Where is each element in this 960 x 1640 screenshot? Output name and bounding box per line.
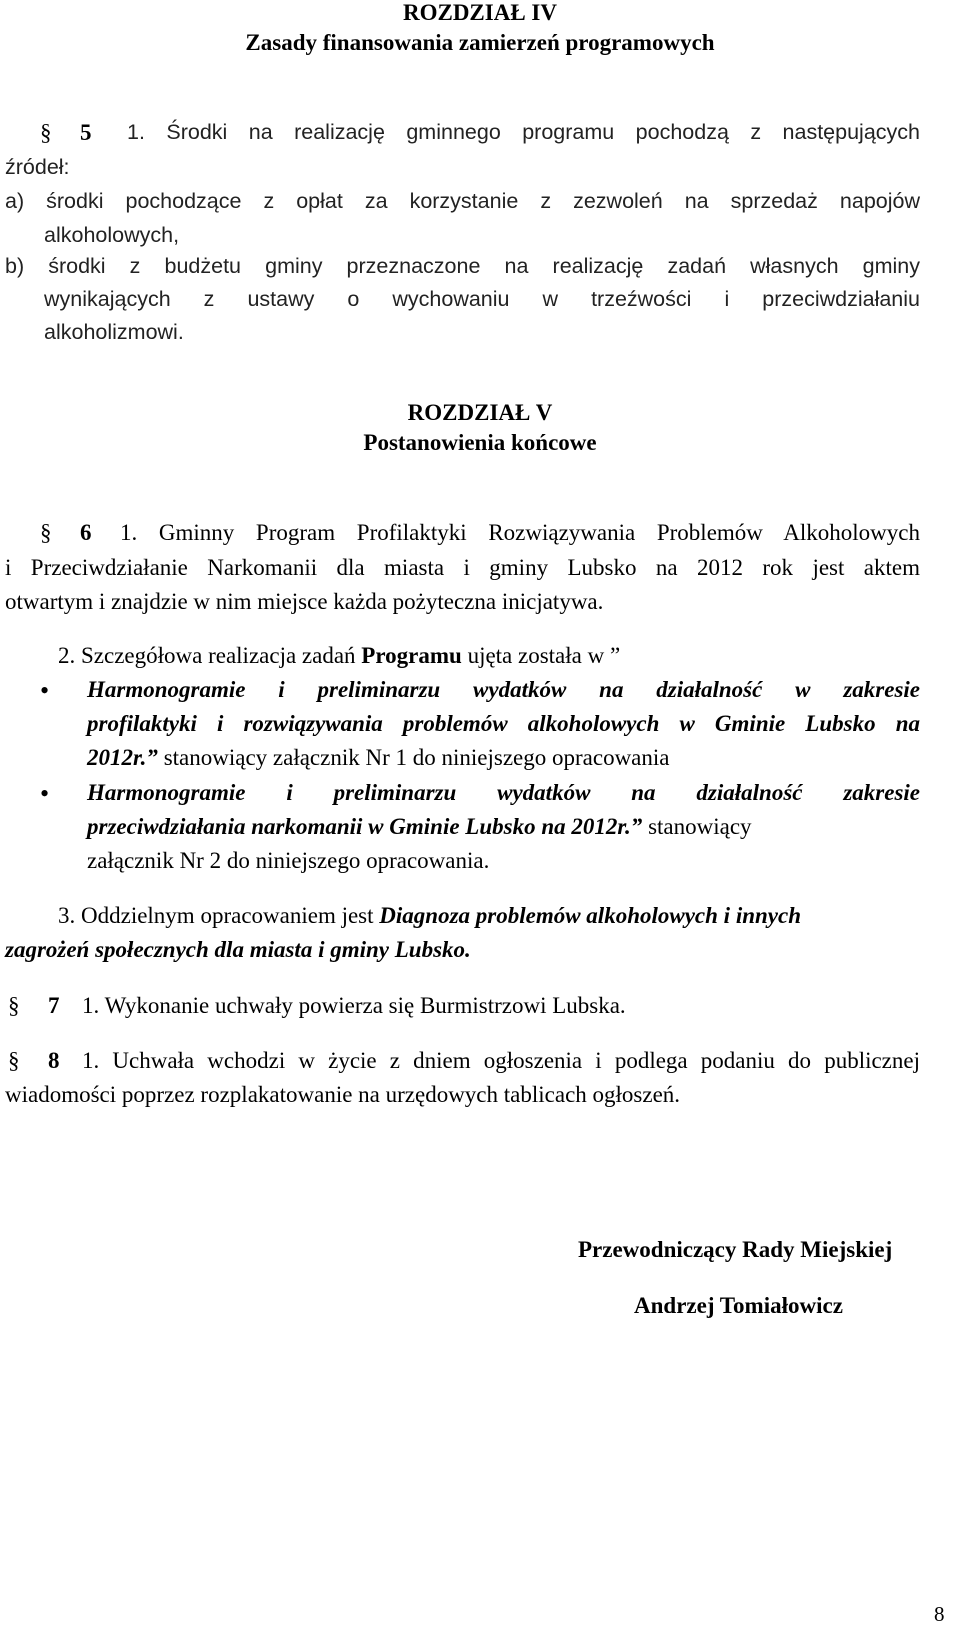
section-7-text: 1. Wykonanie uchwały powierza się Burmistrzowi Lubska. [82, 993, 626, 1018]
section-5-item-b-line-3: alkoholizmowi. [44, 320, 184, 344]
section-5-item-b-line-2: wynikających z ustawy o wychowaniu w trzeźwości i przeciwdziałaniu [44, 287, 920, 311]
section-5-item-a-line-2: alkoholowych, [44, 223, 180, 247]
section-8-line-1: 1. Uchwała wchodzi w życie z dniem ogłoszenia i podlega podaniu do publicznej [82, 1048, 920, 1073]
bullet-2-line-2 [87, 814, 752, 840]
section-6-line-3: otwartym i znajdzie w nim miejsce każda pożyteczna inicjatywa. [5, 589, 604, 614]
section-5-item-b-line-1: b) środki z budżetu gminy przeznaczone na realizację zadań własnych gminy [5, 254, 920, 278]
section-6-point-3-line-2: zagrożeń społecznych dla miasta i gminy Lubsko. [5, 937, 471, 962]
section-5-line-2: źródeł: [5, 155, 70, 179]
point-2-prefix: 2. Szczegółowa realizacja zadań [58, 643, 362, 668]
section-6-line-1: 1. Gminny Program Profilaktyki Rozwiązywania Problemów Alkoholowych [120, 520, 920, 545]
signature-name: Andrzej Tomiałowicz [634, 1293, 843, 1318]
section-6-number: 6 [80, 520, 92, 545]
section-8-sign: § [8, 1048, 20, 1073]
point-3-bold-1: Diagnoza problemów alkoholowych i innych [379, 903, 801, 928]
signature-role: Przewodniczący Rady Miejskiej [578, 1237, 893, 1262]
section-5-item-a-line-1: a) środki pochodzące z opłat za korzystanie z zezwoleń na sprzedaż napojów [5, 189, 920, 213]
bullet-1-icon: • [40, 676, 50, 705]
section-7-number: 7 [48, 993, 60, 1018]
section-6-point-3-line-1 [58, 903, 801, 929]
bullet-2-bold: przeciwdziałania narkomanii w Gminie Lubsko na 2012r.” [87, 814, 643, 839]
point-2-suffix: ujęta została w ” [461, 643, 621, 668]
chapter-5-subtitle: Postanowienia końcowe [363, 430, 597, 455]
section-5-line-1: 1. Środki na realizację gminnego programu pochodzą z następujących [127, 120, 920, 144]
bullet-1-line-3 [87, 745, 670, 771]
section-6-sign: § [40, 520, 52, 545]
bullet-2-line-1: Harmonogramie i preliminarzu wydatków na działalność zakresie [87, 780, 920, 805]
bullet-1-line-2: profilaktyki i rozwiązywania problemów alkoholowych w Gminie Lubsko na [87, 711, 920, 736]
point-3-prefix: 3. Oddzielnym opracowaniem jest [58, 903, 380, 928]
bullet-2-rest: stanowiący [642, 814, 752, 839]
section-7-sign: § [8, 993, 20, 1018]
bullet-1-year-bold: 2012r.” [87, 745, 158, 770]
chapter-4-subtitle: Zasady finansowania zamierzeń programowych [245, 30, 715, 55]
section-6-line-2: i Przeciwdziałanie Narkomanii dla miasta i gminy Lubsko na 2012 rok jest aktem [5, 555, 920, 580]
section-5-sign: § [40, 120, 52, 145]
bullet-1-rest: stanowiący załącznik Nr 1 do niniejszego opracowania [157, 745, 670, 770]
section-8-line-2: wiadomości poprzez rozplakatowanie na urzędowych tablicach ogłoszeń. [5, 1082, 681, 1107]
section-5-number: 5 [80, 120, 92, 145]
section-6-point-2 [58, 643, 620, 669]
bullet-1-line-1: Harmonogramie i preliminarzu wydatków na działalność w zakresie [87, 677, 920, 702]
bullet-2-line-3: załącznik Nr 2 do niniejszego opracowania. [87, 848, 490, 873]
point-2-program-bold: Programu [361, 643, 462, 668]
bullet-2-icon: • [40, 779, 50, 808]
page-number: 8 [934, 1602, 945, 1626]
chapter-5-title: ROZDZIAŁ V [407, 400, 553, 425]
chapter-4-title: ROZDZIAŁ IV [402, 0, 557, 25]
section-8-number: 8 [48, 1048, 60, 1073]
